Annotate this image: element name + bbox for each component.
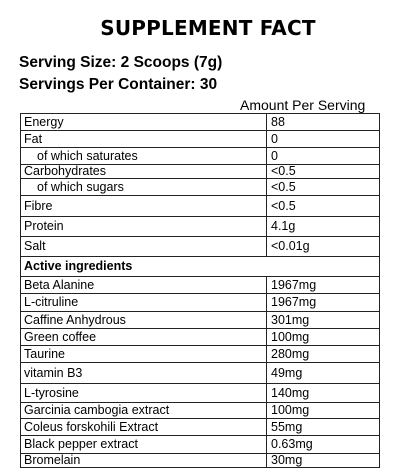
- nutrient-cell: [21, 196, 267, 217]
- amount-cell: [267, 217, 380, 237]
- table-row: [21, 312, 380, 329]
- nutrient-cell: [21, 346, 267, 363]
- nutrient-label: Green coffee: [24, 329, 97, 344]
- nutrient-cell: [21, 165, 267, 179]
- amount-cell: [267, 237, 380, 257]
- section-header-cell: [21, 257, 380, 277]
- table-row: [21, 131, 380, 148]
- nutrient-label: Bromelain: [24, 453, 81, 468]
- amount-cell: [267, 294, 380, 312]
- nutrient-label: Caffine Anhydrous: [24, 312, 126, 327]
- section-row: [21, 257, 380, 277]
- table-row: [21, 329, 380, 346]
- table-row: [21, 179, 380, 196]
- nutrient-label: Coleus forskohili Extract: [24, 419, 159, 434]
- table-row: [21, 419, 380, 436]
- amount-cell: [267, 403, 380, 419]
- nutrient-cell: [21, 454, 267, 468]
- nutrient-amount: 0.63mg: [271, 437, 313, 452]
- amount-cell: [267, 363, 380, 384]
- serving-size: Serving Size: 2 Scoops (7g): [19, 54, 223, 71]
- amount-per-serving-header: Amount Per Serving: [240, 97, 366, 113]
- nutrient-cell: [21, 436, 267, 454]
- table-row: [21, 148, 380, 165]
- amount-cell: [267, 148, 380, 165]
- nutrient-cell: [21, 148, 267, 165]
- nutrient-label: Fat: [24, 131, 43, 146]
- nutrient-cell: [21, 329, 267, 346]
- table-row: [21, 384, 380, 403]
- amount-cell: [267, 277, 380, 294]
- table-row: [21, 436, 380, 454]
- nutrient-amount: 0: [271, 148, 278, 163]
- amount-cell: [267, 312, 380, 329]
- nutrient-cell: [21, 114, 267, 131]
- nutrient-label: L-citruline: [24, 295, 79, 310]
- nutrient-amount: 1967mg: [271, 295, 317, 310]
- nutrient-cell: [21, 403, 267, 419]
- nutrient-amount: 4.1g: [271, 219, 296, 234]
- nutrient-label: Beta Alanine: [24, 277, 95, 292]
- nutrient-cell: [21, 419, 267, 436]
- nutrition-table: [20, 113, 380, 468]
- amount-cell: [267, 419, 380, 436]
- nutrient-cell: [21, 312, 267, 329]
- nutrient-amount: 1967mg: [271, 277, 317, 292]
- nutrient-label: Taurine: [24, 346, 65, 361]
- nutrient-label: L-tyrosine: [24, 385, 79, 400]
- nutrient-cell: [21, 384, 267, 403]
- nutrient-amount: <0.5: [271, 179, 296, 194]
- page-title: SUPPLEMENT FACT: [100, 16, 316, 40]
- amount-cell: [267, 454, 380, 468]
- amount-cell: [267, 196, 380, 217]
- table-row: [21, 294, 380, 312]
- nutrient-cell: [21, 217, 267, 237]
- nutrient-amount: 100mg: [271, 403, 310, 418]
- amount-cell: [267, 384, 380, 403]
- table-row: [21, 403, 380, 419]
- nutrient-cell: [21, 294, 267, 312]
- table-row: [21, 165, 380, 179]
- nutrient-label: Fibre: [24, 198, 53, 213]
- table-row: [21, 277, 380, 294]
- nutrient-amount: 280mg: [271, 346, 310, 361]
- amount-cell: [267, 179, 380, 196]
- nutrient-amount: 49mg: [271, 365, 303, 380]
- table-row: [21, 363, 380, 384]
- nutrient-cell: [21, 131, 267, 148]
- nutrient-label: Black pepper extract: [24, 437, 138, 452]
- nutrient-amount: <0.01g: [271, 239, 310, 254]
- nutrient-amount: 301mg: [271, 312, 310, 327]
- nutrient-label: Garcinia cambogia extract: [24, 403, 170, 418]
- amount-cell: [267, 436, 380, 454]
- nutrient-label: Carbohydrates: [24, 164, 106, 179]
- table-row: [21, 454, 380, 468]
- nutrient-label: vitamin B3: [24, 365, 83, 380]
- nutrient-amount: 0: [271, 131, 278, 146]
- amount-cell: [267, 329, 380, 346]
- nutrient-label: of which sugars: [37, 179, 124, 194]
- nutrient-amount: 30mg: [271, 453, 303, 468]
- nutrient-amount: 100mg: [271, 329, 310, 344]
- nutrient-cell: [21, 277, 267, 294]
- nutrient-label: Salt: [24, 239, 46, 254]
- nutrient-cell: [21, 237, 267, 257]
- table-row: [21, 217, 380, 237]
- nutrient-amount: <0.5: [271, 198, 296, 213]
- table-row: [21, 114, 380, 131]
- nutrient-label: of which saturates: [37, 148, 138, 163]
- table-row: [21, 237, 380, 257]
- table-row: [21, 346, 380, 363]
- nutrient-label: Protein: [24, 219, 64, 234]
- amount-cell: [267, 165, 380, 179]
- nutrient-amount: 88: [271, 114, 285, 129]
- nutrient-cell: [21, 363, 267, 384]
- amount-cell: [267, 131, 380, 148]
- nutrient-amount: 55mg: [271, 419, 303, 434]
- amount-cell: [267, 346, 380, 363]
- nutrient-label: Energy: [24, 114, 64, 129]
- amount-cell: [267, 114, 380, 131]
- section-header: Active ingredients: [24, 259, 133, 274]
- nutrient-amount: 140mg: [271, 385, 310, 400]
- nutrient-amount: <0.5: [271, 164, 296, 179]
- servings-per-container: Servings Per Container: 30: [19, 76, 218, 93]
- nutrient-cell: [21, 179, 267, 196]
- table-row: [21, 196, 380, 217]
